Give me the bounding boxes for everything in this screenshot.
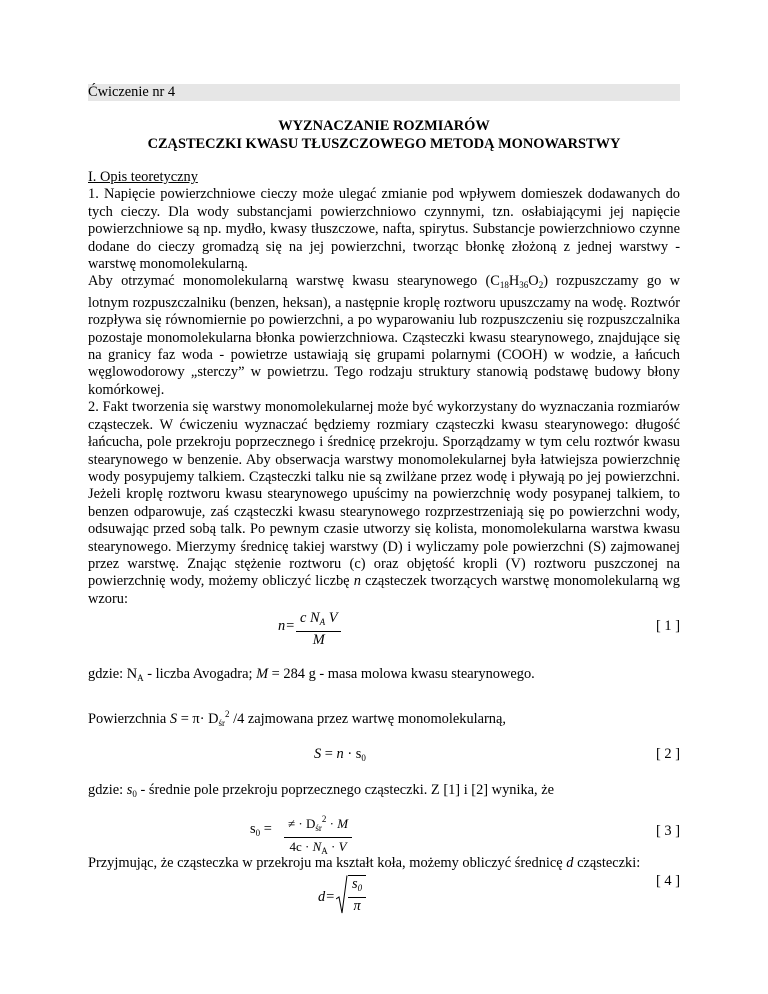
formula-1-label: [ 1 ]	[656, 618, 680, 635]
document-title	[88, 117, 680, 153]
where-s0: gdzie: $s_0$ - średnie pole przekroju poprzecznego cząsteczki. Z [1] i [2] wynika, że	[88, 781, 555, 799]
formula-1: n= $\frac{c N_A V}{M}$ [ 1 ]	[278, 610, 680, 649]
title-line-2: CZĄSTECZKI KWASU TŁUSZCZOWEGO METODĄ MONOWARSTWY	[147, 136, 621, 152]
formula-1-fraction: $\frac{c N_A V}{M}$	[296, 610, 341, 649]
formula-3-fraction: ≠ · $D_{śr}^2 \cdot M$ $4c \cdot N_A \cdot V$	[284, 811, 352, 860]
surface-area-line: Powierzchnia $S = \pi\cdot D_{śr}^2$ /4 zajmowana przez wartwę monomolekularną,	[88, 708, 506, 728]
document-page	[88, 84, 680, 919]
exercise-number: Ćwiczenie nr 4	[88, 84, 680, 101]
formula-2-expression: $S = n \cdot s_0$	[314, 745, 366, 763]
paragraph-3: 2. Fakt tworzenia się warstwy monomolekularnej może być wykorzystany do wyznaczania rozmiarów cząsteczek. W ćwiczeniu wyznaczać będziemy rozmiary cząsteczki kwasu stearynowego: długość łańcucha, pole przekroju poprzecznego i średnicę przekroju. Sporządzamy w tym celu roztwór kwasu stearynowego w benzenie. Aby obserwacja warstwy monomolekularnej była łatwiejsza powierzchnię wody posypujemy talkiem. Cząsteczki talku nie są zwilżane przez wodę i pływają po jej powierzchni. Jeżeli kroplę roztworu kwasu stearynowego upuścimy na powierzchnię wody posypanej talkiem, to benzen odparowuje, zaś cząsteczki kwasu stearynowego rozprzestrzeniają się po powierzchni wody, odsuwając przed sobą talk. Po pewnym czasie utworzy się kolista, monomolekularna warstwa kwasu stearynowego. Mierzymy średnicę takiej warstwy (D) i wyliczamy pole powierzchni (S) zajmowanej przez warstwę. Znając stężenie roztworu (c) oraz objętość kropli (V) roztworu puszczonej na powierzchnię wody, możemy obliczyć liczbę n cząsteczek tworzących warstwę monomolekularną wg wzoru:	[88, 399, 680, 607]
formula-3	[88, 803, 680, 855]
formula-3-label: [ 3 ]	[656, 823, 680, 840]
formula-2-label: [ 2 ]	[656, 745, 680, 762]
paragraph-2: Aby otrzymać monomolekularną warstwę kwasu stearynowego $(C_{18}H_{36}O_2)$ rozpuszczamy go w lotnym rozpuszczalniku (benzen, heksan), a następnie kroplę roztworu upuszczamy na wodę. Roztwór rozpływa się równomiernie po powierzchni, a po wyparowaniu lub rozpuszczeniu się rozpuszczalnika pozostaje monomolekularna błonka powierzchniowa. Cząsteczki kwasu stearynowego, znajdujące się na granicy faz woda - powietrze ustawiają się grupami polarnymi (COOH) w wodzie, a łańcuch węglowodorowy „sterczy” w powietrzu. Tego rodzaju struktury stanowią podstawę budowy błony komórkowej.	[88, 273, 680, 398]
formula-2	[88, 732, 680, 778]
formula-4-sqrt	[338, 875, 366, 915]
formula-4: d= $\frac{s_0}{\pi}$ [ 4 ]	[318, 872, 680, 914]
diameter-intro: Przyjmując, że cząsteczka w przekroju ma kształt koła, możemy obliczyć średnicę d cząsteczki:	[88, 855, 641, 872]
section-heading: I. Opis teoretyczny	[88, 169, 198, 185]
where-avogadro: gdzie: $N_A$ - liczba Avogadra; M = 284 g - masa molowa kwasu stearynowego.	[88, 666, 535, 684]
formula-4-label: [ 4 ]	[656, 872, 680, 889]
paragraph-1: 1. Napięcie powierzchniowe cieczy może ulegać zmianie pod wpływem domieszek dodawanych do tych cieczy. Dla wody substancjami powierzchniowo czynnymi, tzn. osłabiającymi jej napięcie powierzchniowe są np. mydło, kwasy tłuszczowe, nafta, spirytus. Substancje powierzchniowo czynne dodane do cieczy gromadzą się na jej powierzchni, tworząc błonkę złożoną z jednej warstwy - warstwę monomolekularną.	[88, 186, 680, 273]
formula-4-fraction: $\frac{s_0}{\pi}$	[348, 875, 366, 915]
sqrt-sign-icon	[336, 875, 348, 915]
title-line-1: WYZNACZANIE ROZMIARÓW	[278, 118, 490, 134]
formula-3-lhs: $s_0$ =	[250, 821, 272, 839]
